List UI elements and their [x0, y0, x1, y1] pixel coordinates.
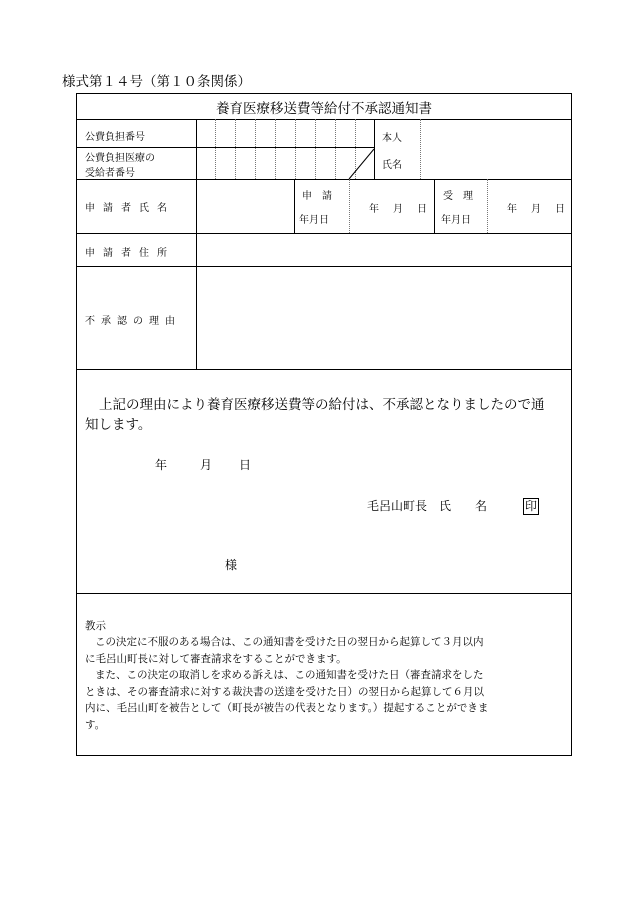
- application-date-value: 年 月 日: [369, 204, 429, 215]
- receipt-date-value: 年 月 日: [507, 204, 567, 215]
- notice-heading: 教示: [85, 620, 106, 632]
- form-title: 養育医療移送費等給付不承認通知書: [216, 101, 432, 117]
- addressee: 様: [225, 558, 238, 572]
- seal-mark: 印: [524, 499, 537, 513]
- notice-line: この決定に不服のある場合は、この通知書を受けた日の翌日から起算して３月以内: [95, 636, 484, 648]
- notice-line: す。: [85, 718, 106, 731]
- name-label: 氏名: [382, 160, 402, 171]
- application-date-label-2: 年月日: [299, 215, 329, 226]
- applicant-address-label: 申請者住所: [85, 248, 175, 259]
- slash-mark: [347, 148, 375, 180]
- date-month: 月: [200, 458, 213, 472]
- notice-line: ときは、その審査請求に対する裁決書の送達を受けた日）の翌日から起算して６月以: [85, 685, 484, 698]
- application-date-label-1: 申 請: [302, 191, 332, 202]
- receipt-date-label-2: 年月日: [441, 215, 471, 226]
- receipt-date-label-1: 受 理: [443, 191, 473, 202]
- notice-line: 内に、毛呂山町を被告として（町長が被告の代表となります。）提起することができま: [85, 702, 489, 714]
- notice-line: に毛呂山町長に対して審査請求をすることができます。: [85, 652, 347, 665]
- body-text-line1: 上記の理由により養育医療移送費等の給付は、不承認となりましたので通: [99, 397, 545, 413]
- notice-form: [76, 93, 572, 756]
- principal-label: 本人: [382, 133, 402, 144]
- date-day: 日: [239, 458, 252, 472]
- recipient-number-label-2: 受給者番号: [85, 168, 135, 179]
- applicant-name-label: 申請者氏名: [85, 203, 175, 214]
- payer-number-label: 公費負担番号: [85, 132, 145, 143]
- notice-line: また、この決定の取消しを求める訴えは、この通知書を受けた日（審査請求をした: [95, 669, 484, 681]
- notice-body: [85, 634, 567, 733]
- body-text-line2: 知します。: [85, 417, 152, 433]
- recipient-number-label-1: 公費負担医療の: [85, 153, 155, 164]
- signer: 毛呂山町長 氏 名: [367, 499, 488, 513]
- form-code: 様式第１４号（第１０条関係）: [62, 74, 251, 90]
- reason-label: 不承認の理由: [85, 316, 181, 327]
- date-year: 年: [155, 458, 168, 472]
